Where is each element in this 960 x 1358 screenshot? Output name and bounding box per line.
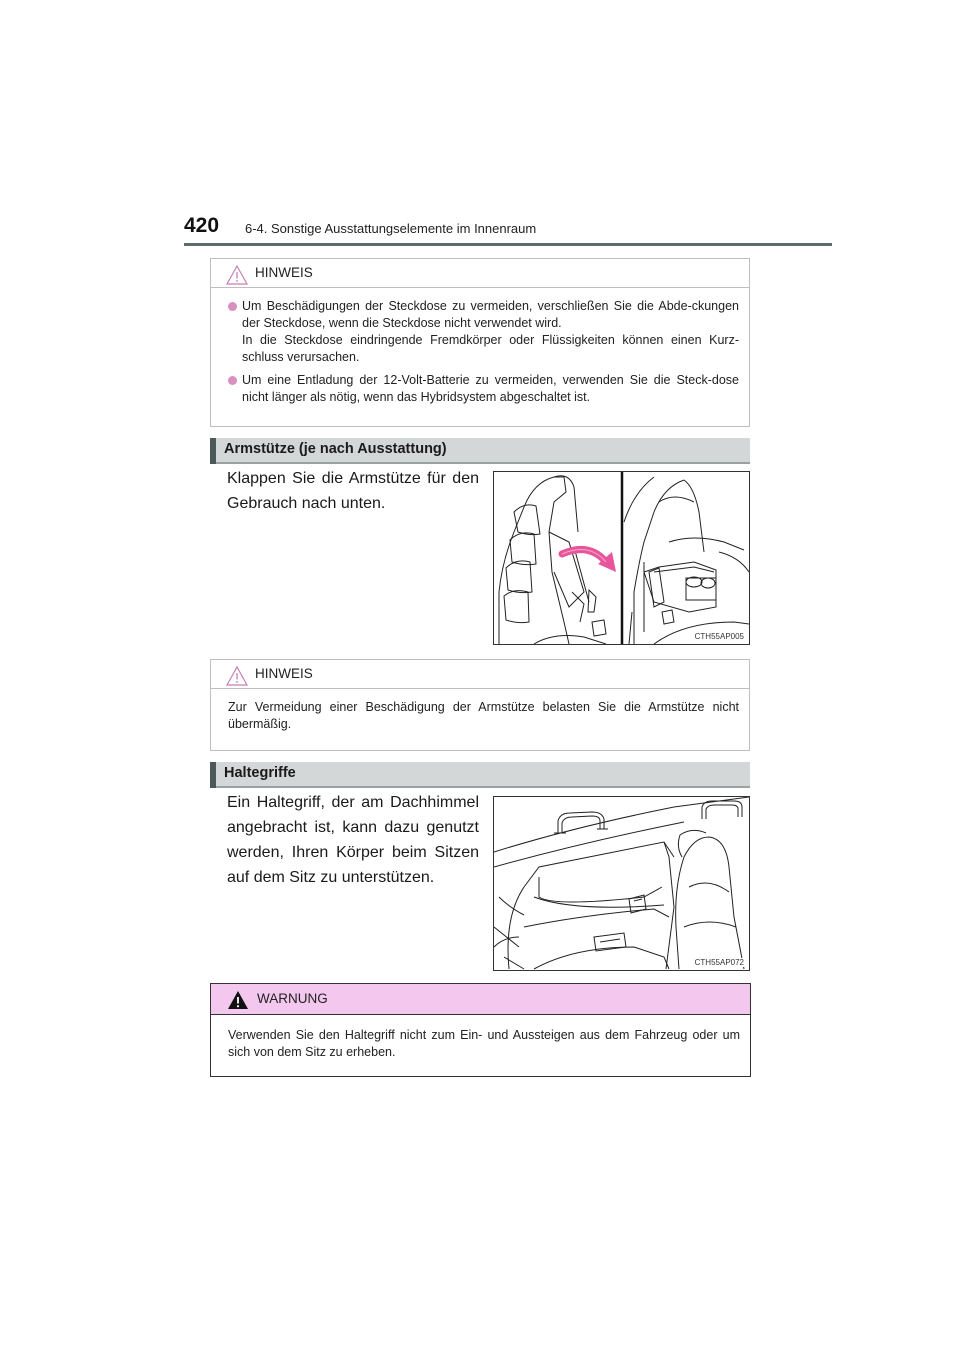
bullet-dot-icon [228,302,237,311]
note-bullet [228,298,739,366]
note-label: HINWEIS [255,265,313,280]
grip-illustration [493,796,750,971]
heading-accent [210,762,216,788]
bullet-text: Um Beschädigungen der Steckdose zu vermeiden, verschließen Sie die Abde-ckungen der Steckdose, wenn die Steckdose nicht verwendet wird. [242,299,739,330]
note-header [211,660,749,689]
warning-label: WARNUNG [257,991,328,1006]
note-body [211,288,749,418]
note-box-socket [210,258,750,427]
section-heading-armrest [210,438,750,464]
grips-text: Ein Haltegriff, der am Dachhimmel angebracht ist, kann dazu genutzt werden, Ihren Körper beim Sitzen auf dem Sitz zu unterstützen. [227,794,479,886]
armrest-drawing [494,472,749,644]
figure-code: CTH55AP005 [694,632,744,641]
note-body [211,689,749,745]
warning-text: Verwenden Sie den Haltegriff nicht zum Ein- und Aussteigen aus dem Fahrzeug oder um sich von dem Sitz zu erheben. [228,1028,740,1059]
header-rule [184,243,832,246]
section-title: 6-4. Sonstige Ausstattungselemente im Innenraum [245,221,537,236]
heading-accent [210,438,216,464]
caution-triangle-icon [226,265,248,285]
bullet-text: In die Steckdose eindringende Fremdkörper oder Flüssigkeiten können einen Kurz-schluss verursachen. [242,333,739,364]
heading-text: Haltegriffe [224,765,296,781]
heading-text: Armstütze (je nach Ausstattung) [224,441,447,457]
armrest-illustration [493,471,750,645]
warning-box [210,983,751,1077]
warning-header [211,984,750,1015]
bullet-text: Um eine Entladung der 12-Volt-Batterie zu vermeiden, verwenden Sie die Steck-dose nicht länger als nötig, wenn das Hybridsystem abgeschaltet ist. [242,373,739,404]
note-text: Zur Vermeidung einer Beschädigung der Armstütze belasten Sie die Armstütze nicht übermäßig. [228,700,739,731]
note-bullet [228,372,739,406]
warning-body [211,1015,750,1061]
bullet-dot-icon [228,376,237,385]
grip-drawing [494,797,749,970]
armrest-text: Klappen Sie die Armstütze für den Gebrauch nach unten. [227,470,479,512]
section-heading-grips [210,762,750,788]
note-header [211,259,749,288]
warning-triangle-icon [227,990,249,1010]
caution-triangle-icon [226,666,248,686]
note-box-armrest [210,659,750,751]
figure-code: CTH55AP072 [694,958,744,967]
note-label: HINWEIS [255,666,313,681]
page-number: 420 [184,214,220,237]
